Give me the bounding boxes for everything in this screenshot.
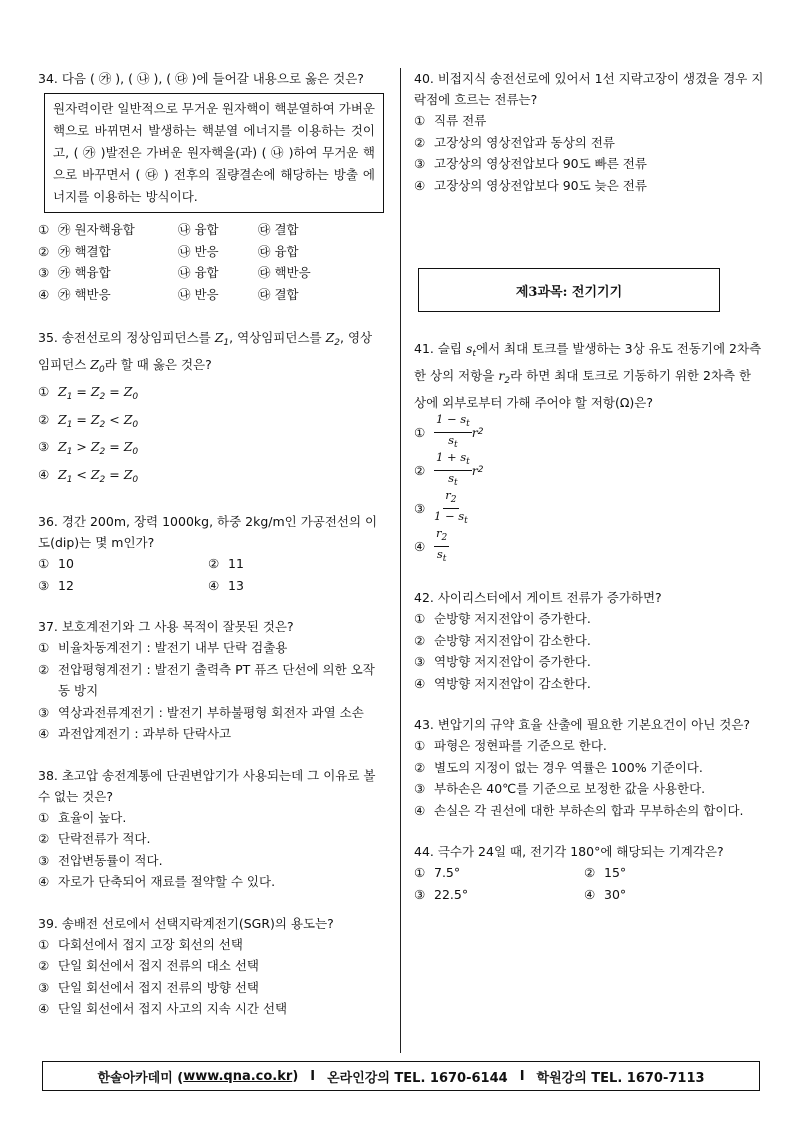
option-3[interactable]: ③ 부하손은 40℃를 기준으로 보정한 값을 사용한다. bbox=[414, 781, 706, 796]
option-4[interactable]: ④ ㉮ 핵반응 ㉯ 반응 ㉰ 결합 bbox=[38, 286, 299, 302]
option-1[interactable]: 10 bbox=[58, 556, 74, 571]
question-stem: 38. 초고압 송전계통에 단권변압기가 사용되는데 그 이유로 볼 수 없는 것은? bbox=[38, 767, 376, 804]
question-44 bbox=[414, 841, 764, 905]
option-row: ③ 12 ④ 13 bbox=[38, 575, 384, 597]
question-stem: 37. 보호계전기와 그 사용 목적이 잘못된 것은? bbox=[38, 619, 294, 634]
question-stem: 34. 다음 ( ㉮ ), ( ㉯ ), ( ㉰ )에 들어갈 내용으로 옳은 것은? bbox=[38, 71, 364, 86]
question-stem: 36. 경간 200m, 장력 1000kg, 하중 2kg/m인 가공전선의 이도(dip)는 몇 m인가? bbox=[38, 514, 378, 550]
passage-box: 원자력이란 일반적으로 무거운 원자핵이 핵분열하여 가벼운 핵으로 바뀌면서 발생하는 핵분열 에너지를 이용하는 것이고, ( ㉮ )발전은 가벼운 원자핵을(과) ( ㉯ )하여 무거운 핵으로 바꾸면서 ( ㉰ ) 전후의 질량결손에 해당하는 방출 에너지를 이용하는 방식이다. bbox=[44, 93, 384, 213]
option-3[interactable]: 22.5° bbox=[434, 886, 469, 902]
question-stem: 42. 사이리스터에서 게이트 전류가 증가하면? bbox=[414, 590, 662, 605]
question-41 bbox=[414, 338, 764, 565]
option-3[interactable]: ③ 전압변동률이 적다. bbox=[38, 852, 163, 868]
question-37 bbox=[38, 616, 384, 745]
question-39 bbox=[38, 913, 384, 1020]
question-stem: 44. 극수가 24일 때, 전기각 180°에 해당되는 기계각은? bbox=[414, 844, 724, 859]
option-3[interactable]: 12 bbox=[58, 577, 74, 593]
question-40 bbox=[414, 68, 764, 196]
option-2[interactable]: ② ㉮ 핵결합 ㉯ 반응 ㉰ 융합 bbox=[38, 243, 299, 259]
question-stem: 43. 변압기의 규약 효율 산출에 필요한 기본요건이 아닌 것은? bbox=[414, 717, 751, 732]
option-1[interactable]: ① 파형은 정현파를 기준으로 한다. bbox=[414, 738, 607, 753]
question-stem: 35. 송전선로의 정상임피던스를 $Z_1$, 역상임피던스를 $Z_2$, 영상임피던스 $Z_0$라 할 때 옳은 것은? bbox=[38, 330, 373, 375]
option-1[interactable]: ① ㉮ 원자핵융합 ㉯ 융합 ㉰ 결합 bbox=[38, 222, 299, 237]
option-4[interactable]: ④ 과전압계전기 : 과부하 단락사고 bbox=[38, 726, 232, 741]
option-1[interactable]: ① 순방향 저지전압이 증가한다. bbox=[414, 611, 591, 626]
option-4[interactable]: 13 bbox=[228, 577, 244, 593]
option-row: ① 7.5° ② 15° bbox=[414, 862, 764, 884]
option-row: ① 10 ② 11 bbox=[38, 553, 384, 575]
question-42 bbox=[414, 587, 764, 694]
option-4[interactable]: ④ 단일 회선에서 접지 사고의 지속 시간 선택 bbox=[38, 1001, 288, 1016]
question-35 bbox=[38, 327, 384, 491]
option-2[interactable]: ② 순방향 저지전압이 감소한다. bbox=[414, 632, 591, 648]
option-1[interactable]: 7.5° bbox=[434, 865, 461, 880]
question-43 bbox=[414, 714, 764, 821]
option-4[interactable]: ④ $\frac{r_2}{s_t}$ bbox=[414, 525, 448, 564]
option-2[interactable]: ② 고장상의 영상전압과 동상의 전류 bbox=[414, 134, 615, 150]
section-heading: 제3과목: 전기기기 bbox=[418, 268, 720, 312]
footer-bar: 한솔아카데미 ( www.qna.co.kr ) I 온라인강의 TEL. 1670-6144 I 학원강의 TEL. 1670-7113 bbox=[42, 1061, 760, 1091]
option-3[interactable]: ③ 역방향 저지전압이 증가한다. bbox=[414, 654, 591, 669]
option-2[interactable]: ② 단락전류가 적다. bbox=[38, 831, 151, 846]
option-2[interactable]: ② $Z_1 = Z_2 < Z_0$ bbox=[38, 411, 139, 430]
question-36 bbox=[38, 511, 384, 596]
option-3[interactable]: ③ 고장상의 영상전압보다 90도 빠른 전류 bbox=[414, 156, 647, 171]
option-3[interactable]: ③ 단일 회선에서 접지 전류의 방향 선택 bbox=[38, 979, 259, 995]
option-2[interactable]: ② $\frac{1 + s_t}{s_t}$ r 2 bbox=[414, 449, 484, 488]
option-1[interactable]: ① $Z_1 = Z_2 = Z_0$ bbox=[38, 384, 139, 402]
footer-website-link[interactable]: www.qna.co.kr bbox=[183, 1068, 293, 1084]
question-34 bbox=[38, 68, 384, 305]
question-38 bbox=[38, 765, 384, 893]
option-1[interactable]: ① 비율차동계전기 : 발전기 내부 단락 검출용 bbox=[38, 640, 288, 655]
option-4[interactable]: ④ 역방향 저지전압이 감소한다. bbox=[414, 675, 591, 691]
column-divider bbox=[400, 68, 401, 1053]
option-4[interactable]: ④ 자로가 단축되어 재료를 절약할 수 있다. bbox=[38, 874, 276, 889]
option-4[interactable]: 30° bbox=[604, 886, 627, 902]
option-4[interactable]: ④ $Z_1 < Z_2 = Z_0$ bbox=[38, 466, 139, 485]
option-3[interactable]: ③ $\frac{r_2}{1 - s_t}$ bbox=[414, 487, 468, 526]
footer-separator: I bbox=[310, 1068, 316, 1084]
option-4[interactable]: ④ 손실은 각 권선에 대한 부하손의 합과 무부하손의 합이다. bbox=[414, 802, 744, 818]
question-stem: 41. 슬립 $s_t$에서 최대 토크를 발생하는 3상 유도 전동기에 2차측 한 상의 저항을 $r_2$라 하면 최대 토크로 기동하기 위한 2차측 한 상에 외부로부터 가해 주어야 할 저항(Ω)은? bbox=[414, 341, 762, 410]
option-4[interactable]: ④ 고장상의 영상전압보다 90도 늦은 전류 bbox=[414, 177, 647, 193]
option-1[interactable]: ① 다회선에서 접지 고장 회선의 선택 bbox=[38, 936, 243, 952]
question-stem: 40. 비접지식 송전선로에 있어서 1선 지락고장이 생겼을 경우 지락점에 흐르는 전류는? bbox=[414, 71, 764, 107]
question-stem: 39. 송배전 선로에서 선택지락계전기(SGR)의 용도는? bbox=[38, 915, 334, 931]
option-row: ③ 22.5° ④ 30° bbox=[414, 884, 764, 906]
option-1[interactable]: ① 직류 전류 bbox=[414, 113, 487, 128]
option-2[interactable]: ② 전압평형계전기 : 발전기 출력측 PT 퓨즈 단선에 의한 오작동 방지 bbox=[38, 661, 375, 698]
option-1[interactable]: ① $\frac{1 - s_t}{s_t}$ r 2 bbox=[414, 411, 484, 450]
option-2[interactable]: 15° bbox=[604, 865, 627, 880]
option-1[interactable]: ① 효율이 높다. bbox=[38, 809, 127, 825]
left-column bbox=[38, 68, 384, 1036]
option-list bbox=[38, 219, 384, 305]
right-column bbox=[414, 68, 764, 921]
footer-academy-tel: 학원강의 TEL. 1670-7113 bbox=[536, 1070, 705, 1086]
option-3[interactable]: ③ 역상과전류계전기 : 발전기 부하불평형 회전자 과열 소손 bbox=[38, 704, 364, 720]
option-2[interactable]: ② 단일 회선에서 접지 전류의 대소 선택 bbox=[38, 958, 259, 973]
option-3[interactable]: ③ ㉮ 핵융합 ㉯ 융합 ㉰ 핵반응 bbox=[38, 265, 311, 280]
option-3[interactable]: ③ $Z_1 > Z_2 = Z_0$ bbox=[38, 439, 139, 457]
option-2[interactable]: 11 bbox=[228, 556, 244, 571]
footer-brand: 한솔아카데미 ( bbox=[97, 1070, 184, 1086]
footer-online-tel: 온라인강의 TEL. 1670-6144 bbox=[327, 1070, 508, 1086]
option-2[interactable]: ② 별도의 지정이 없는 경우 역률은 100% 기준이다. bbox=[414, 759, 703, 775]
footer-separator: I bbox=[519, 1068, 525, 1084]
